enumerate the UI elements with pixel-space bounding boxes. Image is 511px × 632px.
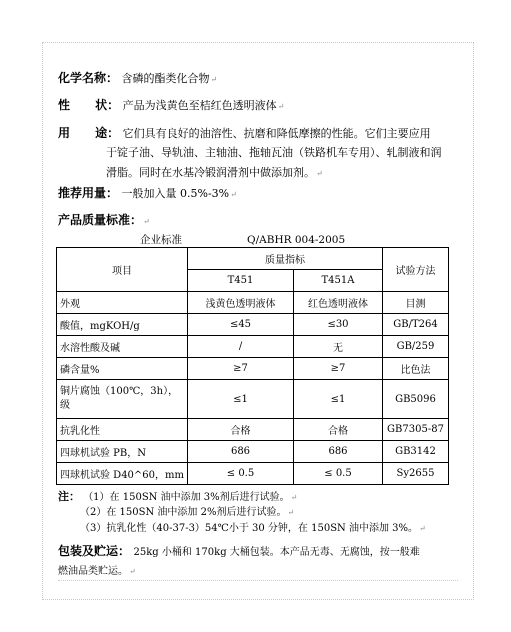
table-row <box>57 419 449 441</box>
header-t451: T451 <box>188 270 294 292</box>
note-1-row: 注： （1）在 150SN 油中添加 3%剂后进行试验。↵ <box>58 490 298 503</box>
note-3: （3）抗乳化性（40-37-3）54℃小于 30 分钟，在 150SN 油中添加 3%。 <box>80 523 419 534</box>
standard-code: Q/ABHR 004-2005 <box>247 234 346 246</box>
row-t451a: ≤30 <box>294 314 383 336</box>
table-row <box>57 292 449 314</box>
chemical-name-label: 化学名称： <box>58 71 119 85</box>
row-method: GB7305-87 <box>383 419 449 441</box>
row-t451a: ≤1 <box>294 380 383 419</box>
row-t451: 浅黄色透明液体 <box>188 292 294 314</box>
packing-line-2-row: 燃油品类贮运。↵ <box>58 566 136 577</box>
table-row <box>57 463 449 485</box>
row-item: 铜片腐蚀（100℃，3h），级 <box>57 380 188 419</box>
packing-line-1: 25kg 小桶和 170kg 大桶包装。本产品无毒、无腐蚀，按一般难 <box>133 547 420 558</box>
row-item: 外观 <box>57 292 188 314</box>
notes-label: 注： <box>58 490 80 503</box>
row-t451: 686 <box>188 441 294 463</box>
row-t451a: ≤ 0.5 <box>294 463 383 485</box>
header-quality: 质量指标 <box>188 248 383 270</box>
row-item: 四球机试验 PB，N <box>57 441 188 463</box>
packing-row <box>58 543 420 561</box>
bottom-rule <box>58 580 458 581</box>
usage-line-3-row: 滑脂。同时在水基冷锻润滑剂中做添加剂。↵ <box>106 166 323 179</box>
row-t451: ≤ 0.5 <box>188 463 294 485</box>
dosage-value: 一般加入量 0.5%-3% <box>121 187 230 200</box>
spec-table <box>56 247 449 485</box>
row-t451a: 红色透明液体 <box>294 292 383 314</box>
row-method: 比色法 <box>383 358 449 380</box>
row-item: 四球机试验 D40^60，mm <box>57 463 188 485</box>
dosage-row: 推荐用量： 一般加入量 0.5%-3%↵ <box>58 186 237 200</box>
note-3-row: （3）抗乳化性（40-37-3）54℃小于 30 分钟，在 150SN 油中添加 3%。↵ <box>80 523 426 534</box>
row-item: 水溶性酸及碱 <box>57 336 188 358</box>
usage-line-3: 滑脂。同时在水基冷锻润滑剂中做添加剂。 <box>106 166 315 179</box>
row-method: GB/T264 <box>383 314 449 336</box>
row-item: 抗乳化性 <box>57 419 188 441</box>
header-t451a: T451A <box>294 270 383 292</box>
chemical-name-row: 化学名称： 含磷的酯类化合物↵ <box>58 71 218 85</box>
usage-row <box>58 125 431 142</box>
row-t451a: ≥7 <box>294 358 383 380</box>
note-2-row: （2）在 150SN 油中添加 2%剂后进行试验。↵ <box>80 507 295 518</box>
table-row <box>57 314 449 336</box>
usage-label: 用 途： <box>58 126 120 140</box>
properties-value: 产品为浅黄色至桔红色透明液体 <box>122 99 277 112</box>
row-t451: ≥7 <box>188 358 294 380</box>
header-method: 试验方法 <box>383 248 449 292</box>
table-row <box>57 380 449 419</box>
row-method: Sy2655 <box>383 463 449 485</box>
usage-line-2: 于锭子油、导轨油、主轴油、拖轴瓦油（铁路机车专用）、轧制液和润 <box>106 146 442 159</box>
row-method: GB3142 <box>383 441 449 463</box>
row-t451a: 合格 <box>294 419 383 441</box>
dosage-label: 推荐用量： <box>58 186 119 200</box>
properties-row: 性 状： 产品为浅黄色至桔红色透明液体↵ <box>58 98 285 112</box>
table-row <box>57 441 449 463</box>
row-method: GB5096 <box>383 380 449 419</box>
row-t451: / <box>188 336 294 358</box>
row-t451: 合格 <box>188 419 294 441</box>
row-t451: ≤1 <box>188 380 294 419</box>
row-t451a: 无 <box>294 336 383 358</box>
note-2: （2）在 150SN 油中添加 2%剂后进行试验。 <box>80 507 287 518</box>
table-header-row <box>57 248 449 270</box>
row-method: 目测 <box>383 292 449 314</box>
packing-label: 包装及贮运： <box>58 544 131 558</box>
row-t451a: 686 <box>294 441 383 463</box>
row-t451: ≤45 <box>188 314 294 336</box>
header-item: 项目 <box>57 248 188 292</box>
packing-line-2: 燃油品类贮运。 <box>58 566 128 577</box>
chemical-name-value: 含磷的酯类化合物 <box>121 72 210 85</box>
quality-heading: 产品质量标准： <box>58 213 143 227</box>
quality-heading-row: 产品质量标准：↵ <box>58 213 150 227</box>
row-method: GB/259 <box>383 336 449 358</box>
usage-line-1: 它们具有良好的油溶性、抗磨和降低摩擦的性能。它们主要应用 <box>122 127 431 140</box>
note-1: （1）在 150SN 油中添加 3%剂后进行试验。 <box>83 492 290 503</box>
row-item: 磷含量% <box>57 358 188 380</box>
table-row <box>57 358 449 380</box>
properties-label: 性 状： <box>58 98 120 112</box>
table-row <box>57 336 449 358</box>
standard-label: 企业标准 <box>140 234 182 246</box>
row-item: 酸值，mgKOH/g <box>57 314 188 336</box>
